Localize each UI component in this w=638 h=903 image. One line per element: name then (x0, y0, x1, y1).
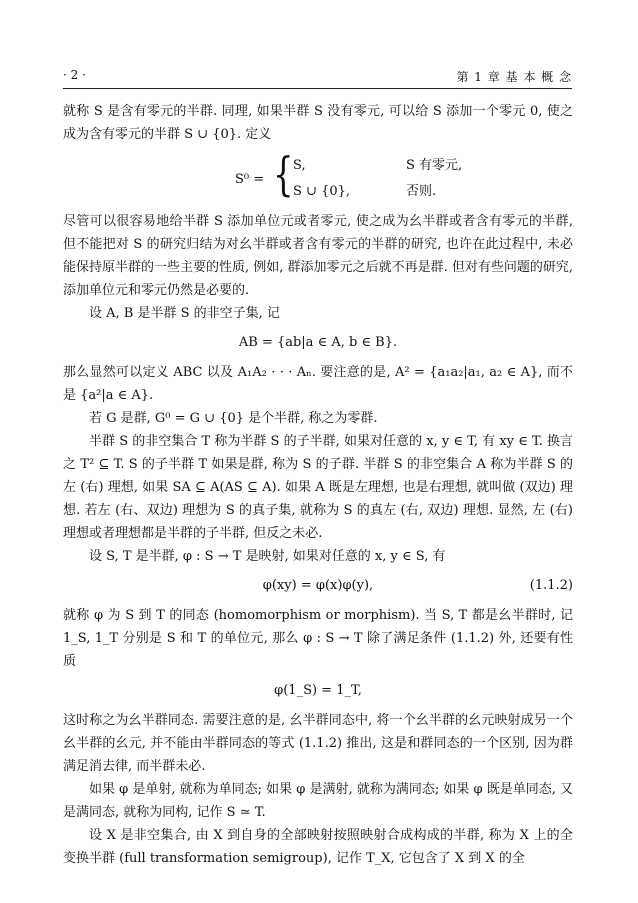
paragraph-products: 那么显然可以定义 ABC 以及 A₁A₂ · · · Aₙ. 要注意的是, A² = {a₁a₂|a₁, a₂ ∈ A}, 而不是 {a²|a ∈ A}. (63, 365, 573, 403)
paragraph-zero-element: 就称 S 是含有零元的半群. 同理, 如果半群 S 没有零元, 可以给 S 添加一个零元 0, 使之成为含有零元的半群 S ∪ {0}. 定义 (63, 104, 573, 142)
case-1-expr: S, (293, 158, 306, 173)
paragraph-mono-epi-iso: 如果 φ 是单射, 就称为单同态; 如果 φ 是满射, 就称为满同态; 如果 φ 既是单同态, 又是满同态, 就称为同构, 记作 S ≃ T. (63, 782, 573, 820)
paragraph-monoid-homomorphism: 这时称之为幺半群同态. 需要注意的是, 幺半群同态中, 将一个幺半群的幺元映射成另一个幺半群的幺元, 并不能由半群同态的等式 (1.1.2) 推出, 这是和群同态的一个区别, 因为群满足消去律, 而半群未必. (63, 713, 573, 774)
equation-ab: AB = {ab|a ∈ A, b ∈ B}. (238, 335, 398, 350)
paragraph-full-transformation: 设 X 是非空集合, 由 X 到自身的全部映射按照映射合成构成的半群, 称为 X 上的全变换半群 (full transformation semigroup), 记作 T_X, 它包含了 X 到 X 的全 (63, 828, 573, 866)
case-1-cond: S 有零元, (406, 158, 463, 173)
cases-lhs: S⁰ = (235, 172, 265, 187)
equation-monoid-identity (63, 679, 573, 702)
left-brace: { (273, 147, 294, 201)
paragraph-homomorphism-intro: 设 S, T 是半群, φ : S → T 是映射, 如果对任意的 x, y ∈ S, 有 (89, 549, 446, 564)
equation-phi: φ(xy) = φ(x)φ(y), (262, 578, 374, 593)
paragraph-zero-group: 若 G 是群, G⁰ = G ∪ {0} 是个半群, 称之为零群. (89, 411, 378, 426)
page-number: · 2 · (63, 68, 86, 82)
page-body (63, 100, 573, 870)
equation-subset-product (63, 331, 573, 354)
equation-number: (1.1.2) (529, 578, 573, 593)
equation-homomorphism (63, 574, 573, 597)
paragraph-subsets: 设 A, B 是半群 S 的非空子集, 记 (89, 306, 280, 321)
paragraph-adjoining-elements: 尽管可以很容易地给半群 S 添加单位元或者零元, 使之成为幺半群或者含有零元的半群, 但不能把对 S 的研究归结为对幺半群或者含有零元的半群的研究, 也许在此过程中, 未必能保持原半群的一些主要的性质, 例如, 群添加零元之后就不再是群. 但对有些问题的研究, 添加单位元和零元仍然是必要的. (63, 214, 573, 298)
equation-phi-identity: φ(1_S) = 1_T, (274, 683, 362, 698)
case-2-cond: 否则. (406, 184, 437, 199)
definition-s0-cases (63, 147, 573, 208)
paragraph-homomorphism-def: 就称 φ 为 S 到 T 的同态 (homomorphism or morphism). 当 S, T 都是幺半群时, 记 1_S, 1_T 分别是 S 和 T 的单位元, 那么 φ : S → T 除了满足条件 (1.1.2) 外, 还要有性质 (63, 608, 573, 669)
chapter-title: 第 1 章 基 本 概 念 (456, 70, 572, 84)
paragraph-subsemigroup-ideals: 半群 S 的非空集合 T 称为半群 S 的子半群, 如果对任意的 x, y ∈ T, 有 xy ∈ T. 换言之 T² ⊆ T. S 的子半群 T 如果是群, 称为 S 的子群. 半群 S 的非空集合 A 称为半群 S 的左 (右) 理想, 如果 SA ⊆ A(AS ⊆ A). 如果 A 既是左理想, 也是右理想, 就叫做 (双边) 理想. 若左 (右、双边) 理想为 S 的真子集, 就称为 S 的真左 (右, 双边) 理想. 显然, 左 (右) 理想或者理想都是半群的子半群, 但反之未必. (63, 434, 573, 541)
running-header (63, 66, 572, 89)
case-2-expr: S ∪ {0}, (293, 184, 351, 199)
